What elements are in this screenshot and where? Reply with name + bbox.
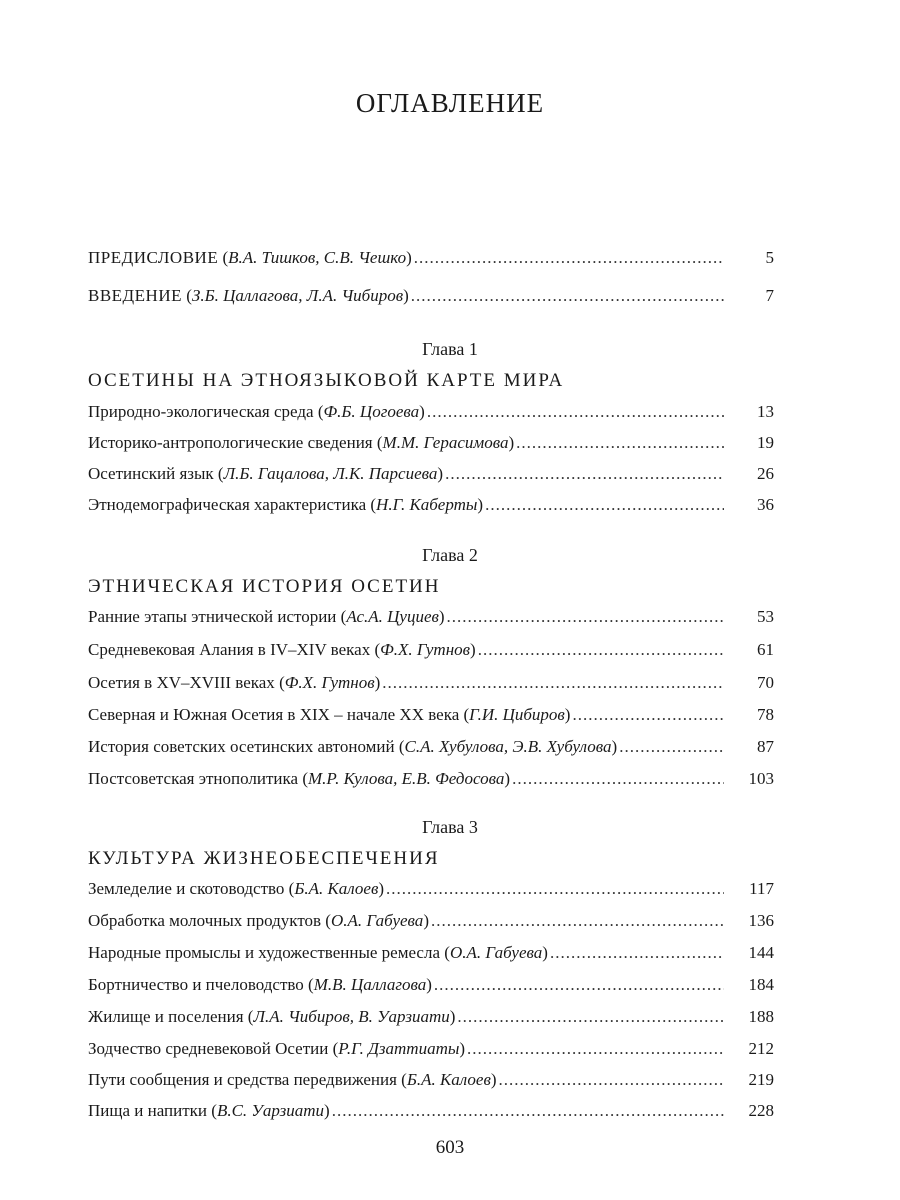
leader-dots xyxy=(478,640,724,660)
leader-dots xyxy=(467,1039,724,1059)
entry-authors: Л.А. Чибиров, В. Уарзиати xyxy=(253,1007,450,1026)
entry-page: 144 xyxy=(748,943,774,962)
toc-entry[interactable]: Народные промыслы и художественные ремесла (О.А. Габуева) ..... 144 xyxy=(88,943,774,969)
leader-dots xyxy=(414,248,724,268)
entry-authors: М.М. Герасимова xyxy=(382,433,509,452)
entry-label: Ранние этапы этнической истории xyxy=(88,607,337,626)
leader-dots xyxy=(445,464,724,484)
entry-authors: М.В. Цаллагова xyxy=(313,975,427,994)
entry-page: 212 xyxy=(748,1039,774,1058)
entry-label: Жилище и поселения xyxy=(88,1007,244,1026)
toc-entry-introduction[interactable]: ВВЕДЕНИЕ (З.Б. Цаллагова, Л.А. Чибиров) ..... 7 xyxy=(88,286,774,312)
entry-page: 53 xyxy=(757,607,774,626)
leader-dots xyxy=(512,769,724,789)
entry-authors: Р.Г. Дзаттиаты xyxy=(338,1039,460,1058)
page-number: 603 xyxy=(435,1137,465,1158)
entry-label: Обработка молочных продуктов xyxy=(88,911,322,930)
entry-label: ПРЕДИСЛОВИЕ xyxy=(88,248,219,267)
toc-entry[interactable]: Постсоветская этнополитика (М.Р. Кулова, Е.В. Федосова) ..... 103 xyxy=(88,769,774,795)
entry-label: Зодчество средневековой Осетии xyxy=(88,1039,329,1058)
toc-entry[interactable]: Осетия в XV–XVIII веках (Ф.Х. Гутнов) ..... 70 xyxy=(88,673,774,699)
entry-label: Постсоветская этнополитика xyxy=(88,769,299,788)
entry-label: Средневековая Алания в IV–XIV веках xyxy=(88,640,371,659)
leader-dots xyxy=(434,975,724,995)
entry-label: Природно-экологическая среда xyxy=(88,402,314,421)
entry-page: 36 xyxy=(757,495,774,514)
toc-entry[interactable]: Земледелие и скотоводство (Б.А. Калоев) ..... 117 xyxy=(88,879,774,905)
entry-page: 5 xyxy=(765,248,774,267)
entry-page: 219 xyxy=(748,1070,774,1089)
entry-authors: Л.Б. Гацалова, Л.К. Парсиева xyxy=(223,464,438,483)
entry-authors: О.А. Габуева xyxy=(449,943,543,962)
leader-dots xyxy=(572,705,724,725)
entry-page: 26 xyxy=(757,464,774,483)
toc-entry[interactable]: Бортничество и пчеловодство (М.В. Цаллагова) ..... 184 xyxy=(88,975,774,1001)
leader-dots xyxy=(332,1101,724,1121)
entry-authors: З.Б. Цаллагова, Л.А. Чибиров xyxy=(191,286,404,305)
toc-entry[interactable]: Средневековая Алания в IV–XIV веках (Ф.Х. Гутнов) ..... 61 xyxy=(88,640,774,666)
leader-dots xyxy=(427,402,724,422)
leader-dots xyxy=(382,673,724,693)
toc-entry[interactable]: Ранние этапы этнической истории (Ас.А. Цуциев) ..... 53 xyxy=(88,607,774,633)
chapter-title: КУЛЬТУРА ЖИЗНЕОБЕСПЕЧЕНИЯ xyxy=(88,848,440,869)
entry-label: Пути сообщения и средства передвижения xyxy=(88,1070,397,1089)
entry-page: 13 xyxy=(757,402,774,421)
entry-page: 87 xyxy=(757,737,774,756)
page-title: ОГЛАВЛЕНИЕ xyxy=(355,88,545,118)
toc-entry[interactable]: Историко-антропологические сведения (М.М. Герасимова) ..... 19 xyxy=(88,433,774,459)
leader-dots xyxy=(411,286,724,306)
leader-dots xyxy=(516,433,724,453)
leader-dots xyxy=(447,607,724,627)
entry-label: ВВЕДЕНИЕ xyxy=(88,286,182,305)
entry-label: Земледелие и скотоводство xyxy=(88,879,285,898)
entry-page: 117 xyxy=(749,879,774,898)
toc-entry[interactable]: История советских осетинских автономий (С.А. Хубулова, Э.В. Хубулова) ..... 87 xyxy=(88,737,774,763)
entry-label: Северная и Южная Осетия в XIX – начале XX века xyxy=(88,705,460,724)
entry-page: 7 xyxy=(765,286,774,305)
entry-authors: Ас.А. Цуциев xyxy=(346,607,439,626)
entry-authors: Н.Г. Каберты xyxy=(376,495,478,514)
entry-page: 19 xyxy=(757,433,774,452)
entry-authors: В.А. Тишков, С.В. Чешко xyxy=(228,248,407,267)
toc-entry[interactable]: Обработка молочных продуктов (О.А. Габуева) ..... 136 xyxy=(88,911,774,937)
entry-authors: С.А. Хубулова, Э.В. Хубулова xyxy=(404,737,612,756)
entry-authors: Б.А. Калоев xyxy=(406,1070,491,1089)
toc-entry[interactable]: Этнодемографическая характеристика (Н.Г. Каберты) ..... 36 xyxy=(88,495,774,521)
chapter-label: Глава 3 xyxy=(422,817,478,837)
toc-entry-preface[interactable]: ПРЕДИСЛОВИЕ (В.А. Тишков, С.В. Чешко) ..... 5 xyxy=(88,248,774,274)
entry-authors: Г.И. Цибиров xyxy=(469,705,565,724)
leader-dots xyxy=(499,1070,725,1090)
entry-label: Народные промыслы и художественные ремесла xyxy=(88,943,441,962)
entry-authors: В.С. Уарзиати xyxy=(216,1101,325,1120)
leader-dots xyxy=(431,911,724,931)
entry-page: 228 xyxy=(748,1101,774,1120)
leader-dots xyxy=(457,1007,724,1027)
entry-label: Историко-антропологические сведения xyxy=(88,433,373,452)
toc-entry[interactable]: Зодчество средневековой Осетии (Р.Г. Дзаттиаты) ..... 212 xyxy=(88,1039,774,1065)
toc-entry[interactable]: Природно-экологическая среда (Ф.Б. Цогоева) ..... 13 xyxy=(88,402,774,428)
entry-label: Осетия в XV–XVIII веках xyxy=(88,673,275,692)
leader-dots xyxy=(550,943,724,963)
entry-authors: О.А. Габуева xyxy=(330,911,424,930)
entry-authors: Ф.Х. Гутнов xyxy=(380,640,471,659)
toc-entry[interactable]: Осетинский язык (Л.Б. Гацалова, Л.К. Парсиева) ..... 26 xyxy=(88,464,774,490)
entry-page: 188 xyxy=(748,1007,774,1026)
entry-authors: М.Р. Кулова, Е.В. Федосова xyxy=(307,769,505,788)
leader-dots xyxy=(619,737,724,757)
chapter-label: Глава 2 xyxy=(422,545,478,565)
entry-label: Осетинский язык xyxy=(88,464,214,483)
toc-entry[interactable]: Северная и Южная Осетия в XIX – начале XX века (Г.И. Цибиров) ..... 78 xyxy=(88,705,774,731)
entry-label: Бортничество и пчеловодство xyxy=(88,975,304,994)
entry-label: Этнодемографическая характеристика xyxy=(88,495,367,514)
entry-page: 103 xyxy=(748,769,774,788)
entry-page: 78 xyxy=(757,705,774,724)
entry-page: 184 xyxy=(748,975,774,994)
leader-dots xyxy=(485,495,724,515)
entry-authors: Б.А. Калоев xyxy=(294,879,379,898)
entry-label: Пища и напитки xyxy=(88,1101,208,1120)
entry-label: История советских осетинских автономий xyxy=(88,737,395,756)
entry-page: 136 xyxy=(748,911,774,930)
entry-page: 70 xyxy=(757,673,774,692)
chapter-label: Глава 1 xyxy=(422,339,478,359)
toc-entry[interactable]: Жилище и поселения (Л.А. Чибиров, В. Уарзиати) ..... 188 xyxy=(88,1007,774,1033)
chapter-title: ЭТНИЧЕСКАЯ ИСТОРИЯ ОСЕТИН xyxy=(88,576,441,597)
toc-entry[interactable]: Пути сообщения и средства передвижения (Б.А. Калоев) ..... 219 xyxy=(88,1070,774,1096)
entry-page: 61 xyxy=(757,640,774,659)
toc-entry[interactable]: Пища и напитки (В.С. Уарзиати) ..... 228 xyxy=(88,1101,774,1127)
chapter-title: ОСЕТИНЫ НА ЭТНОЯЗЫКОВОЙ КАРТЕ МИРА xyxy=(88,370,565,391)
entry-authors: Ф.Б. Цогоева xyxy=(323,402,420,421)
leader-dots xyxy=(386,879,724,899)
entry-authors: Ф.Х. Гутнов xyxy=(284,673,375,692)
